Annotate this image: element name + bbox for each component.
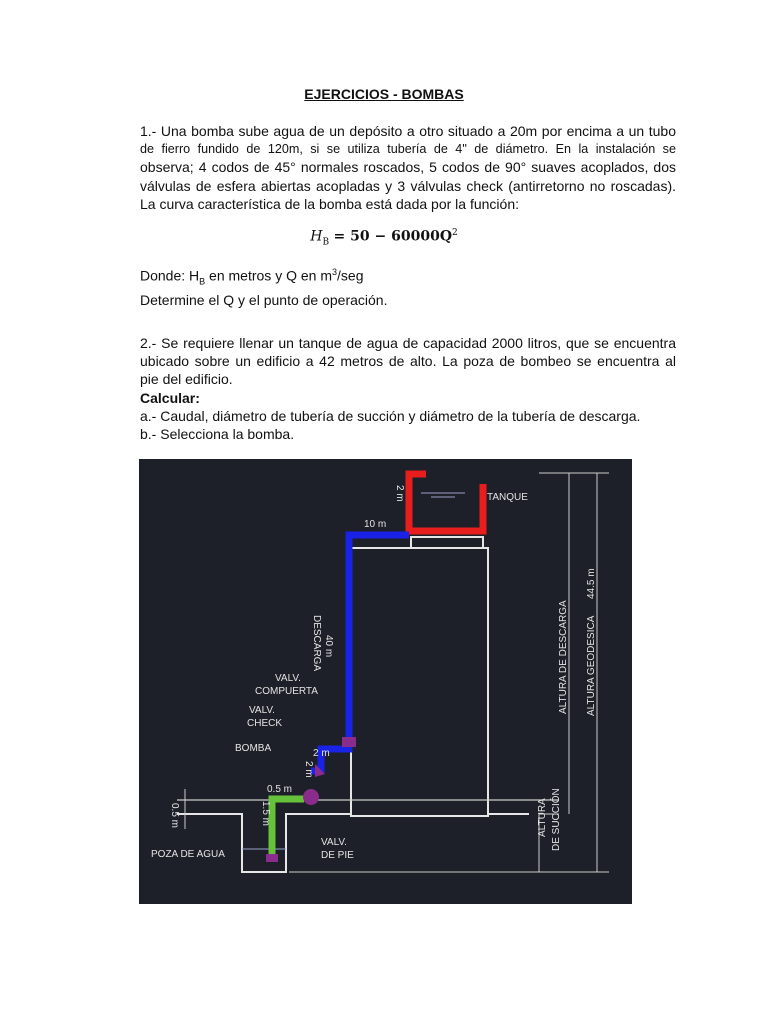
donde-suffix: /seg: [337, 267, 364, 284]
poza-label: POZA DE AGUA: [151, 849, 225, 860]
valv-pie-label-1: VALV.: [321, 837, 347, 848]
formula-rhs: = 50 − 60000Q: [333, 228, 453, 245]
bomba-label: BOMBA: [235, 743, 272, 754]
suction-horizontal-label: 0.5 m: [267, 784, 293, 795]
problem-1-line: La curva característica de la bomba está dada por la función:: [140, 195, 519, 212]
water-pit: [229, 814, 289, 872]
problem-1-question: [140, 263, 676, 309]
diagram-svg: [139, 459, 632, 904]
suction-vertical-label: 1.5 m: [260, 801, 271, 827]
valv-check-label-1: VALV.: [249, 705, 275, 716]
valv-pie-label-2: DE PIE: [321, 850, 354, 861]
top-horizontal-label: 10 m: [364, 519, 387, 530]
item-b: b.- Selecciona la bomba.: [140, 426, 295, 443]
formula-lhs-sub: B: [322, 237, 330, 248]
valv-compuerta-label-2: COMPUERTA: [255, 686, 318, 697]
problem-2-line: pie del edificio.: [140, 371, 233, 388]
left-level-label: 0.5 m: [169, 803, 180, 829]
problem-1-line: válvulas de esfera abiertas acopladas y 3 válvulas check (antirretorno no roscadas).: [140, 177, 676, 194]
descarga-length-label: 40 m: [323, 635, 334, 658]
top-vertical-label: 2 m: [394, 485, 405, 502]
altura-geodesica-label: ALTURA GEODESICA: [586, 615, 597, 716]
problem-1-statement: [140, 122, 676, 213]
pump: [303, 789, 319, 805]
problem-1-line: 1.- Una bomba sube agua de un depósito a otro situado a 20m por encima a un tubo: [140, 123, 676, 139]
page-title: EJERCICIOS - BOMBAS: [304, 86, 464, 102]
determine-line: Determine el Q y el punto de operación.: [140, 291, 388, 308]
item-a: a.- Caudal, diámetro de tubería de succión y diámetro de la tubería de descarga.: [140, 407, 641, 424]
altura-succion-label-1: ALTURA: [537, 798, 548, 837]
donde-line: [140, 263, 676, 291]
tank-base: [411, 537, 483, 548]
problem-2-line: ubicado sobre un edificio a 42 metros de alto. La poza de bombeo se encuentra al: [140, 353, 676, 370]
problem-1-line: de fierro fundido de 120m, si se utiliza tubería de 4" de diámetro. En la instalación se: [140, 142, 676, 157]
tank-pipe: [409, 474, 483, 531]
problem-2-statement: [140, 334, 676, 443]
pump-curve-formula: [0, 228, 768, 247]
building-outline: [351, 548, 488, 816]
pump-vertical-label: 2 m: [303, 761, 314, 778]
tanque-label: TANQUE: [487, 492, 528, 503]
donde-middle: en metros y Q en m: [205, 267, 332, 284]
altura-descarga-label: ALTURA DE DESCARGA: [558, 600, 569, 714]
valv-check-label-2: CHECK: [247, 718, 283, 729]
problem-1-line: observa; 4 codos de 45° normales roscados, 5 codos de 90° suaves acoplados, dos: [140, 159, 676, 176]
foot-valve: [266, 854, 278, 862]
problem-2-line: 2.- Se requiere llenar un tanque de agua de capacidad 2000 litros, que se encuentra: [140, 335, 676, 351]
donde-sup: 3: [332, 267, 338, 277]
formula-lhs: H: [310, 228, 323, 245]
donde-prefix: Donde: H: [140, 267, 200, 284]
valv-compuerta-label-1: VALV.: [275, 673, 301, 684]
altura-geodesica-value: 44.5 m: [586, 568, 597, 599]
suction-pipe: [272, 799, 304, 857]
formula-rhs-sup: 2: [452, 228, 458, 238]
pump-horizontal-label: 2 m: [313, 748, 330, 759]
altura-succion-label-2: DE SUCCIÓN: [551, 788, 562, 851]
gate-valve: [342, 737, 356, 747]
descarga-label: DESCARGA: [311, 615, 322, 672]
donde-sub: B: [199, 276, 206, 287]
pumping-system-diagram: [139, 459, 632, 904]
calcular-heading: Calcular:: [140, 389, 200, 406]
